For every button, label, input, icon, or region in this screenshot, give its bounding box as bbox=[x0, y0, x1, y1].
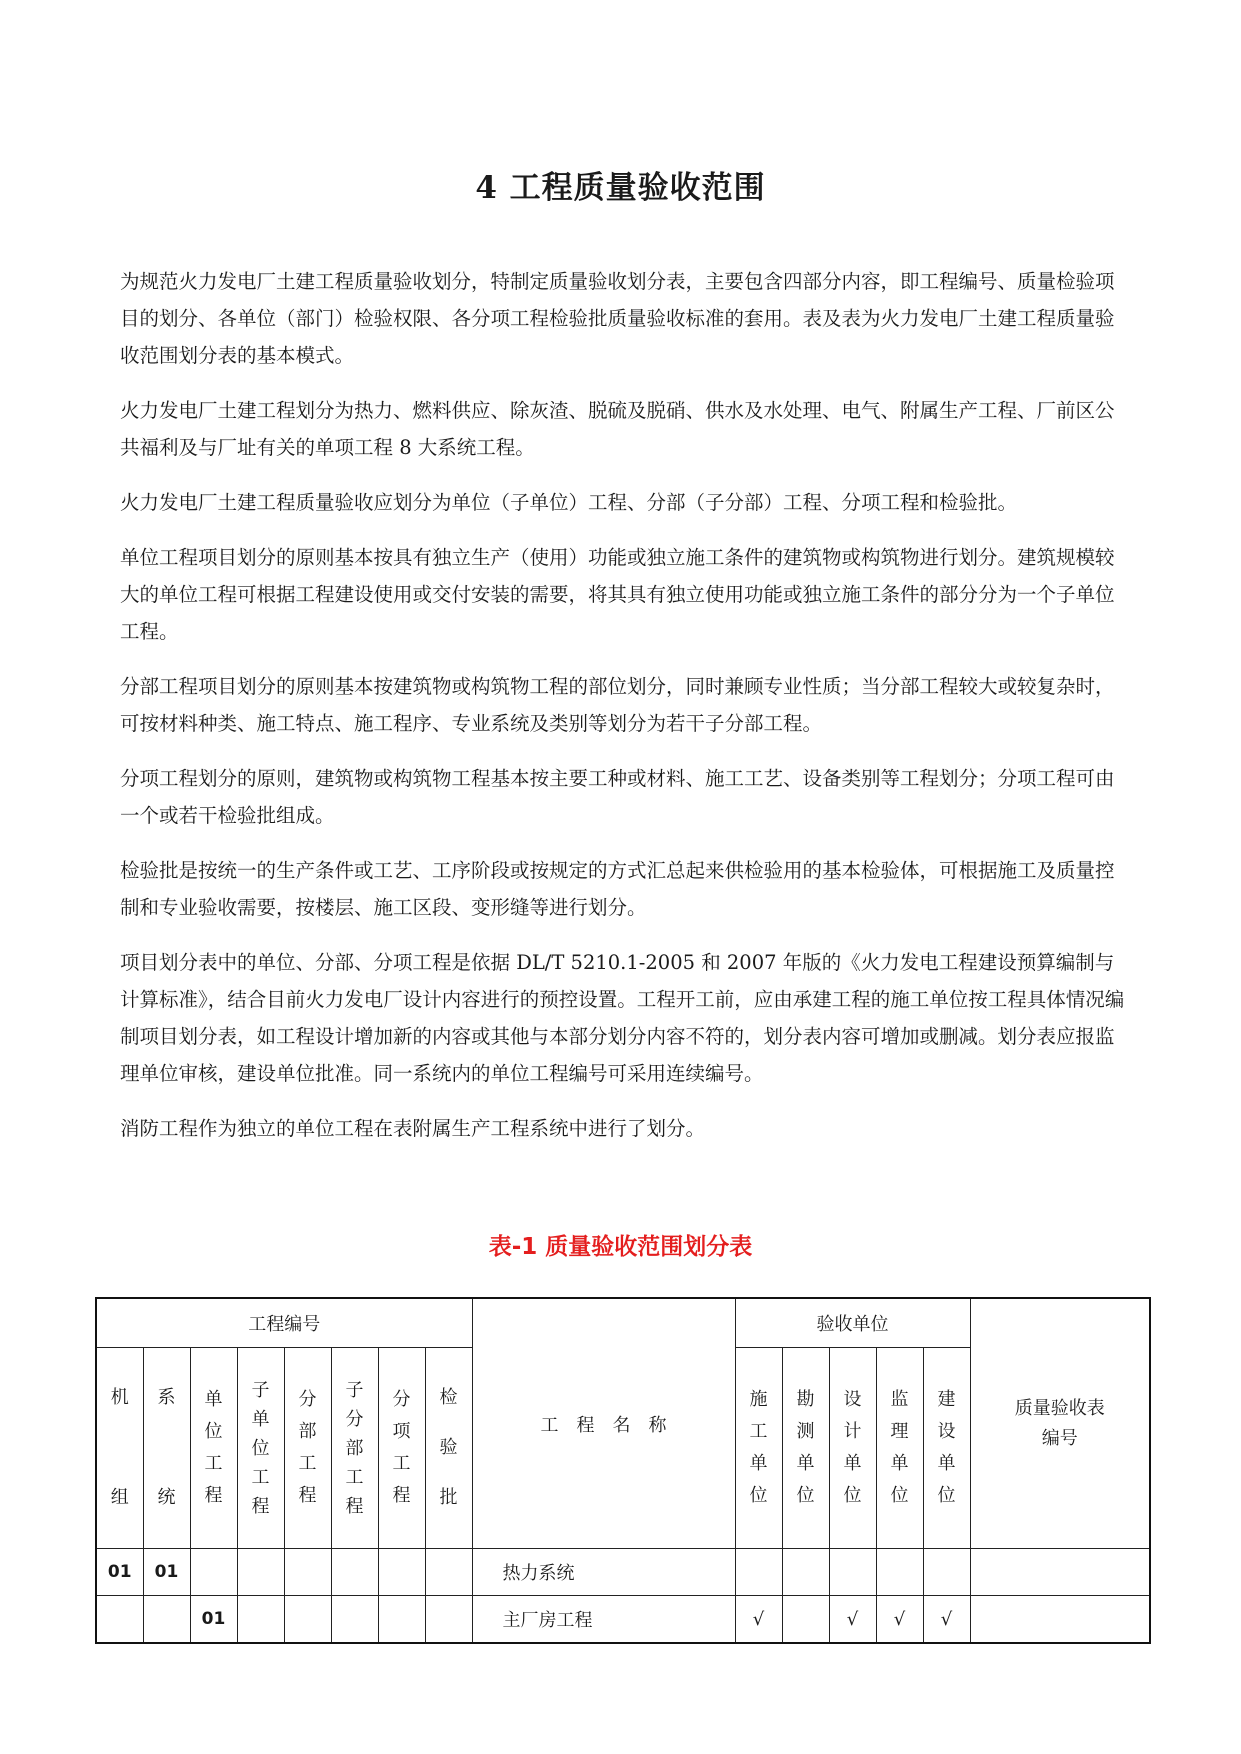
page-title: 4 工程质量验收范围 bbox=[475, 170, 766, 206]
char: 勘 bbox=[796, 1389, 815, 1410]
cell-xitong bbox=[143, 1596, 190, 1644]
header-xitong bbox=[143, 1348, 190, 1549]
cell-danwei: 01 bbox=[190, 1596, 237, 1644]
header-form-number bbox=[970, 1298, 1150, 1549]
cell-check: √ bbox=[735, 1596, 782, 1644]
char: 位 bbox=[890, 1485, 909, 1506]
paragraph-5: 分部工程项目划分的原则基本按建筑物或构筑物工程的部位划分，同时兼顾专业性质；当分部工程较大或较复杂时，可按材料种类、施工特点、施工程序、专业系统及类别等划分为若干子分部工程。 bbox=[120, 675, 1115, 735]
header-kance-danwei bbox=[782, 1348, 829, 1549]
header-shigong-danwei bbox=[735, 1348, 782, 1549]
cell-check: √ bbox=[876, 1596, 923, 1644]
char: 分 bbox=[345, 1408, 364, 1430]
char: 位 bbox=[251, 1437, 270, 1459]
header-jianshe-danwei bbox=[923, 1348, 970, 1549]
char: 程 bbox=[298, 1485, 317, 1506]
cell-check bbox=[782, 1596, 829, 1644]
header-jizu-top: 机 bbox=[110, 1387, 129, 1408]
cell-check bbox=[876, 1549, 923, 1596]
char: 单 bbox=[749, 1453, 768, 1474]
paragraph-6: 分项工程划分的原则，建筑物或构筑物工程基本按主要工种或材料、施工工艺、设备类别等工程划分；分项工程可由一个或若干检验批组成。 bbox=[120, 767, 1115, 827]
paragraph-3: 火力发电厂土建工程质量验收应划分为单位（子单位）工程、分部（子分部）工程、分项工程和检验批。 bbox=[120, 491, 1018, 514]
char: 部 bbox=[345, 1437, 364, 1459]
cell-check bbox=[829, 1549, 876, 1596]
cell-xitong: 01 bbox=[143, 1549, 190, 1596]
char: 建 bbox=[937, 1389, 956, 1410]
char: 设 bbox=[937, 1421, 956, 1442]
char: 程 bbox=[392, 1485, 411, 1506]
cell-empty bbox=[237, 1596, 284, 1644]
header-acceptance-units: 验收单位 bbox=[735, 1298, 970, 1348]
cell-empty bbox=[378, 1549, 425, 1596]
header-sheji-danwei bbox=[829, 1348, 876, 1549]
cell-empty bbox=[284, 1596, 331, 1644]
table-row bbox=[96, 1596, 1150, 1644]
cell-empty bbox=[331, 1596, 378, 1644]
paragraph-7: 检验批是按统一的生产条件或工艺、工序阶段或按规定的方式汇总起来供检验用的基本检验体，可根据施工及质量控制和专业验收需要，按楼层、施工区段、变形缝等进行划分。 bbox=[120, 859, 1115, 919]
header-xitong-bottom: 统 bbox=[157, 1487, 176, 1508]
cell-check: √ bbox=[829, 1596, 876, 1644]
cell-empty bbox=[284, 1549, 331, 1596]
header-zi-fenbu-gongcheng bbox=[331, 1348, 378, 1549]
paragraph-1: 为规范火力发电厂土建工程质量验收划分，特制定质量验收划分表，主要包含四部分内容，即工程编号、质量检验项目的划分、各单位（部门）检验权限、各分项工程检验批质量验收标准的套用。表及表为火力发电厂土建工程质量验收范围划分表的基本模式。 bbox=[120, 270, 1115, 367]
header-jizu bbox=[96, 1348, 143, 1549]
cell-empty bbox=[425, 1549, 472, 1596]
char: 单 bbox=[937, 1453, 956, 1474]
char: 批 bbox=[439, 1487, 458, 1508]
char: 项 bbox=[392, 1421, 411, 1442]
cell-check: √ bbox=[923, 1596, 970, 1644]
header-form-number-text: 质量验收表编号 bbox=[1014, 1397, 1105, 1449]
char: 工 bbox=[749, 1421, 768, 1442]
cell-empty bbox=[331, 1549, 378, 1596]
cell-check bbox=[782, 1549, 829, 1596]
paragraph-8: 项目划分表中的单位、分部、分项工程是依据 DL/T 5210.1-2005 和 2007 年版的《火力发电工程建设预算编制与计算标准》，结合目前火力发电厂设计内容进行的预控设置。工程开工前，应由承建工程的施工单位按工程具体情况编制项目划分表，如工程设计增加新的内容或其他与本部分划分内容不符的，划分表内容可增加或删减。划分表应报监理单位审核，建设单位批准。同一系统内的单位工程编号可采用连续编号。 bbox=[120, 951, 1125, 1085]
char: 计 bbox=[843, 1421, 862, 1442]
char: 单 bbox=[204, 1389, 223, 1410]
char: 工 bbox=[298, 1453, 317, 1474]
header-jianli-danwei bbox=[876, 1348, 923, 1549]
char: 监 bbox=[890, 1389, 909, 1410]
header-danwei-gongcheng bbox=[190, 1348, 237, 1549]
header-zi-danwei-gongcheng bbox=[237, 1348, 284, 1549]
header-fenbu-gongcheng bbox=[284, 1348, 331, 1549]
cell-danwei bbox=[190, 1549, 237, 1596]
char: 理 bbox=[890, 1421, 909, 1442]
char: 设 bbox=[843, 1389, 862, 1410]
char: 子 bbox=[251, 1379, 270, 1401]
char: 工 bbox=[392, 1453, 411, 1474]
char: 单 bbox=[796, 1453, 815, 1474]
char: 验 bbox=[439, 1437, 458, 1458]
char: 子 bbox=[345, 1379, 364, 1401]
cell-empty bbox=[378, 1596, 425, 1644]
cell-jizu: 01 bbox=[96, 1549, 143, 1596]
cell-form-number bbox=[970, 1549, 1150, 1596]
char: 工 bbox=[345, 1466, 364, 1488]
char: 分 bbox=[392, 1389, 411, 1410]
cell-jizu bbox=[96, 1596, 143, 1644]
header-fenxiang-gongcheng bbox=[378, 1348, 425, 1549]
char: 程 bbox=[345, 1495, 364, 1517]
char: 部 bbox=[298, 1421, 317, 1442]
table-row bbox=[96, 1549, 1150, 1596]
header-xitong-top: 系 bbox=[157, 1387, 176, 1408]
char: 施 bbox=[749, 1389, 768, 1410]
paragraph-4: 单位工程项目划分的原则基本按具有独立生产（使用）功能或独立施工条件的建筑物或构筑物进行划分。建筑规模较大的单位工程可根据工程建设使用或交付安装的需要，将其具有独立使用功能或独立施工条件的部分分为一个子单位工程。 bbox=[120, 546, 1115, 643]
cell-name: 热力系统 bbox=[472, 1549, 735, 1596]
quality-division-table bbox=[95, 1297, 1151, 1644]
cell-check bbox=[923, 1549, 970, 1596]
body-text bbox=[120, 263, 1130, 1165]
char: 测 bbox=[796, 1421, 815, 1442]
cell-check bbox=[735, 1549, 782, 1596]
char: 检 bbox=[439, 1387, 458, 1408]
header-jizu-bottom: 组 bbox=[110, 1487, 129, 1508]
char: 位 bbox=[843, 1485, 862, 1506]
header-engineering-code: 工程编号 bbox=[96, 1298, 472, 1348]
paragraph-9: 消防工程作为独立的单位工程在表附属生产工程系统中进行了划分。 bbox=[120, 1117, 706, 1140]
char: 单 bbox=[843, 1453, 862, 1474]
char: 位 bbox=[937, 1485, 956, 1506]
char: 位 bbox=[796, 1485, 815, 1506]
char: 程 bbox=[251, 1495, 270, 1517]
cell-empty bbox=[425, 1596, 472, 1644]
header-jianyanpi bbox=[425, 1348, 472, 1549]
char: 工 bbox=[251, 1466, 270, 1488]
char: 单 bbox=[890, 1453, 909, 1474]
cell-empty bbox=[237, 1549, 284, 1596]
char: 位 bbox=[749, 1485, 768, 1506]
paragraph-2: 火力发电厂土建工程划分为热力、燃料供应、除灰渣、脱硫及脱硝、供水及水处理、电气、附属生产工程、厂前区公共福利及与厂址有关的单项工程 8 大系统工程。 bbox=[120, 399, 1115, 459]
header-engineering-name: 工 程 名 称 bbox=[472, 1298, 735, 1549]
char: 分 bbox=[298, 1389, 317, 1410]
char: 位 bbox=[204, 1421, 223, 1442]
table-title: 表-1 质量验收范围划分表 bbox=[488, 1234, 753, 1260]
char: 工 bbox=[204, 1453, 223, 1474]
cell-name: 主厂房工程 bbox=[472, 1596, 735, 1644]
char: 单 bbox=[251, 1408, 270, 1430]
cell-form-number bbox=[970, 1596, 1150, 1644]
char: 程 bbox=[204, 1485, 223, 1506]
